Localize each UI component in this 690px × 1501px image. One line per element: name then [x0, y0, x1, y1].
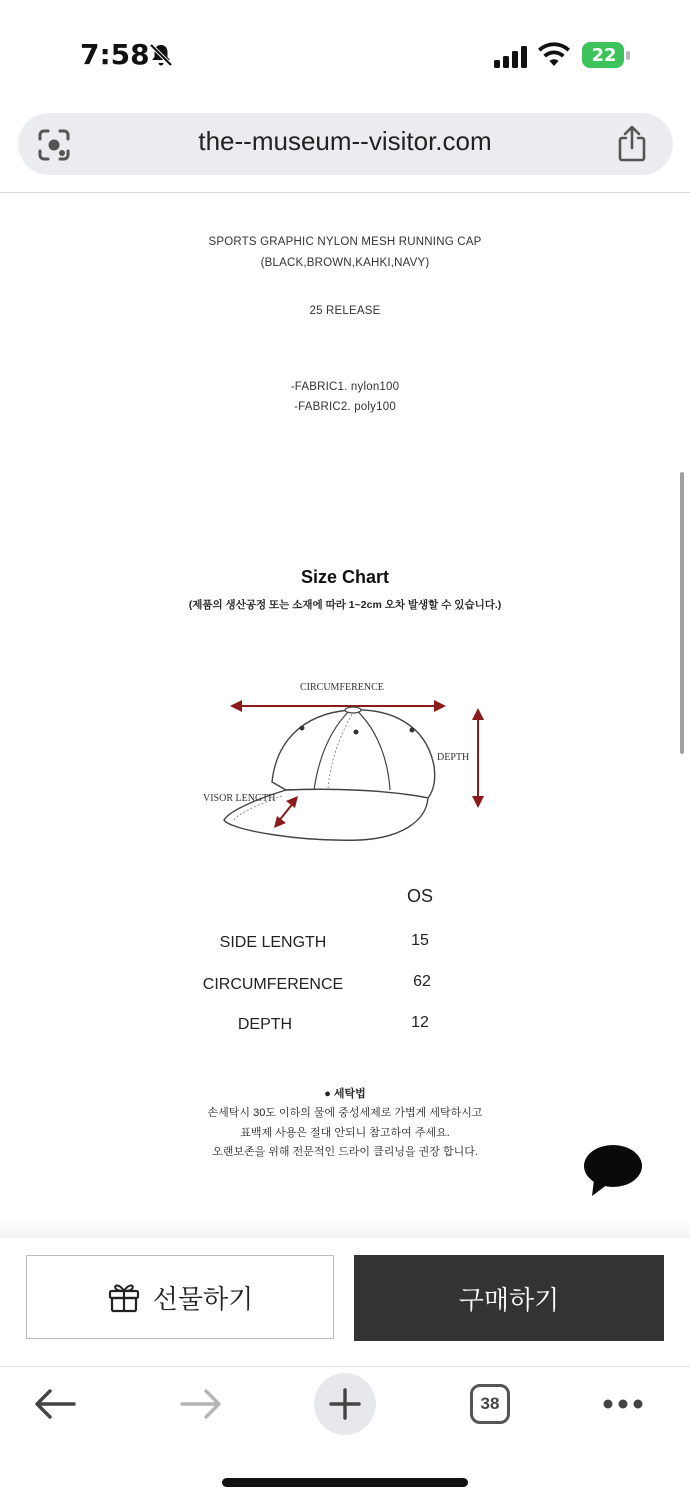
gift-button-label: 선물하기 — [152, 1283, 254, 1314]
row-value-circumference: 62 — [413, 973, 431, 990]
cap-illustration — [190, 672, 510, 872]
product-colors: (BLACK,BROWN,KAHKI,NAVY) — [260, 257, 430, 269]
status-time: 7:58 — [80, 38, 150, 71]
column-os: OS — [406, 886, 433, 906]
row-value-side-length: 15 — [411, 932, 429, 949]
size-chart-title: Size Chart — [300, 567, 390, 587]
bottom-fade — [0, 1218, 690, 1238]
plus-icon — [314, 1373, 376, 1435]
url-text[interactable]: the--museum--visitor.com — [198, 126, 492, 156]
label-depth: DEPTH — [437, 752, 470, 763]
battery-indicator — [582, 42, 632, 70]
tab-count-button[interactable]: 38 — [470, 1384, 510, 1424]
product-name: SPORTS GRAPHIC NYLON MESH RUNNING CAP — [208, 236, 482, 248]
care-line-2: 표백제 사용은 절대 안되니 참고하여 주세요. — [240, 1127, 450, 1139]
wifi-icon — [538, 42, 570, 68]
cap-diagram — [190, 672, 510, 872]
back-arrow-icon[interactable] — [34, 1388, 76, 1420]
buy-button-label: 구매하기 — [458, 1284, 560, 1315]
header-divider — [0, 192, 690, 193]
row-value-depth: 12 — [411, 1014, 429, 1031]
product-release: 25 RELEASE — [309, 305, 381, 317]
forward-arrow-icon[interactable] — [180, 1388, 222, 1420]
home-indicator[interactable] — [222, 1478, 468, 1487]
scrollbar[interactable] — [680, 472, 684, 754]
fabric-2: -FABRIC2. poly100 — [294, 401, 396, 413]
row-label-depth: DEPTH — [237, 1016, 293, 1033]
label-circumference: CIRCUMFERENCE — [300, 682, 384, 693]
size-chart-note: (제품의 생산공정 또는 소재에 따라 1~2cm 오차 발생할 수 있습니다.) — [188, 599, 502, 611]
share-icon[interactable] — [614, 124, 650, 164]
gift-icon — [107, 1280, 141, 1314]
care-line-1: 손세탁시 30도 이하의 물에 중성세제로 가볍게 세탁하시고 — [207, 1107, 483, 1119]
chat-bubble-icon[interactable] — [582, 1142, 644, 1198]
label-visor-length: VISOR LENGTH — [203, 793, 276, 804]
bell-muted-icon — [148, 42, 174, 68]
battery-level: 22 — [591, 45, 617, 66]
lens-search-icon[interactable] — [36, 127, 72, 163]
cellular-signal-icon — [494, 46, 528, 68]
row-label-side-length: SIDE LENGTH — [219, 934, 327, 951]
care-line-3: 오랜보존을 위해 전문적인 드라이 클리닝을 권장 합니다. — [212, 1146, 478, 1158]
new-tab-button[interactable] — [314, 1373, 376, 1435]
buy-button[interactable] — [354, 1255, 664, 1341]
care-title: ● 세탁법 — [324, 1088, 366, 1100]
more-options-icon[interactable] — [602, 1398, 644, 1410]
fabric-1: -FABRIC1. nylon100 — [290, 381, 400, 393]
gift-button[interactable] — [26, 1255, 334, 1339]
row-label-circumference: CIRCUMFERENCE — [202, 976, 344, 993]
